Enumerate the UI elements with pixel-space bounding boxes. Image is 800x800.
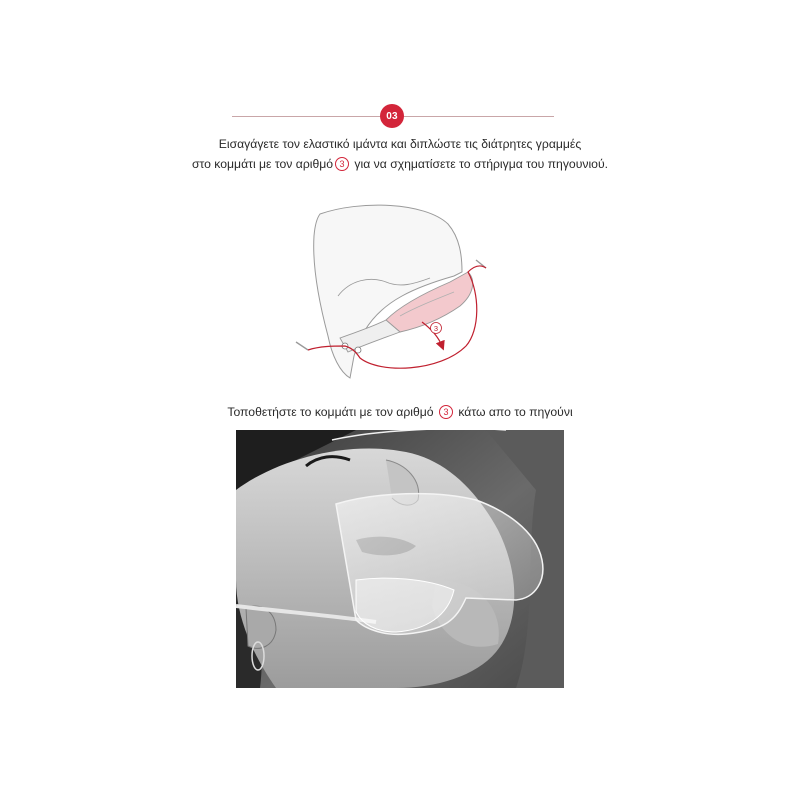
part-number-label: 3 — [433, 324, 439, 333]
caption-text-after: κάτω απο το πηγούνι — [454, 405, 573, 419]
instruction-line-1: Εισαγάγετε τον ελαστικό ιμάντα και διπλώστε τις διάτρητες γραμμές — [218, 137, 582, 151]
caption-text-before: Τοποθετήστε το κομμάτι με τον αριθμό — [227, 405, 437, 419]
step-header — [232, 104, 554, 128]
instruction-text-before: στο κομμάτι με τον αριθμό — [191, 157, 334, 171]
step-number-badge: 03 — [380, 104, 404, 128]
strap-end-left — [296, 342, 308, 350]
instruction-line-2 — [150, 154, 650, 174]
placement-photo — [236, 430, 564, 688]
circled-number-3-caption: 3 — [439, 405, 453, 419]
placement-caption — [150, 402, 650, 422]
circled-number-3: 3 — [335, 157, 349, 171]
assembly-diagram — [290, 196, 510, 386]
instruction-text-after: για να σχηματίσετε το στήριγμα του πηγουνιού. — [351, 157, 609, 171]
